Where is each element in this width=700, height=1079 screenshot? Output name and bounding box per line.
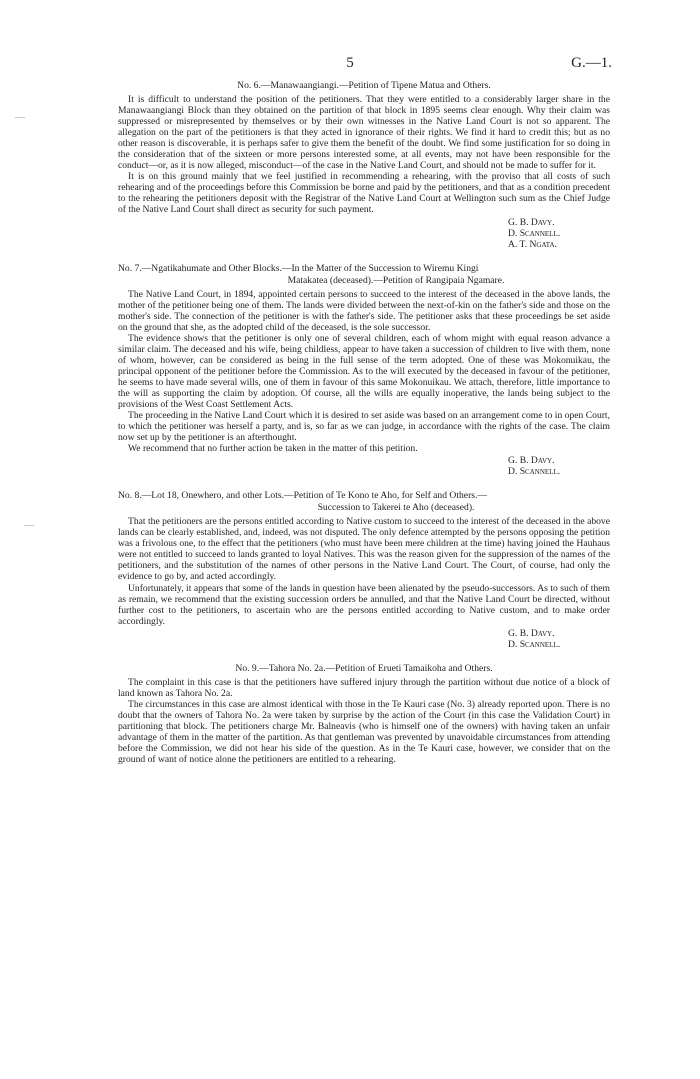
signatory: D. Scannell. <box>508 638 561 650</box>
paragraph: It is difficult to understand the position of the petitioners. That they were entitled to a considerably larger share in the Manawaangiangi Block than they obtained on the partition of that block in 1895 seems clear enough. Why their claim was suppressed or misrepresented by themselves or by their own witnesses in the Native Land Court is not so apparent. The allegation on the part of the petitioners is that they acted in ignorance of their rights. We find it hard to credit this; but as no other reason is discoverable, it is perhaps safer to give them the benefit of the doubt. We find some justification for so doing in the consideration that of the sixteen or more persons interested some, at all events, may not have been responsible for the conduct—or, as it is now alleged, misconduct—of the case in the Native Land Court, and should not be made to suffer for it. <box>118 94 610 172</box>
signatory: G. B. Davy. <box>508 455 555 467</box>
paragraph: The complaint in this case is that the petitioners have suffered injury through the partition without due notice of a block of land known as Tahora No. 2a. <box>118 676 610 699</box>
signatory: D. Scannell. <box>508 466 561 478</box>
page-number: 5 <box>346 55 354 71</box>
signatories <box>508 628 610 650</box>
petition-section <box>118 663 610 765</box>
petition-section <box>118 263 610 478</box>
section-heading: No. 6.—Manawaangiangi.—Petition of Tipene Matua and Others. <box>237 80 491 91</box>
document-reference: G.—1. <box>571 55 612 71</box>
section-heading-main: No. 8.—Lot 18, Onewhero, and other Lots.—Petition of Te Kono te Aho, for Self and Others.— <box>118 490 487 502</box>
signatory: G. B. Davy. <box>508 216 555 228</box>
margin-mark: — <box>15 112 25 123</box>
signatory: D. Scannell. <box>508 227 561 239</box>
paragraph: The Native Land Court, in 1894, appointed certain persons to succeed to the interest of the deceased in the above lands, the mother of the petitioner being one of them. The lands were divided between the next-of-kin on the father's side and those on the mother's side. The connection of the petitioner is with the father's side. The petitioner asks that these proceedings be set aside on the ground that she, as the adopted child of the deceased, is the sole successor. <box>118 288 610 333</box>
signatories <box>508 455 610 477</box>
paragraph: Unfortunately, it appears that some of the lands in question have been alienated by the pseudo-successors. As to such of them as remain, we recommend that the existing succession orders be annulled, and that the Native Land Court be directed, without further cost to the petitioners, to ascertain who are the persons entitled according to Native custom, and to make order accordingly. <box>118 582 610 627</box>
section-heading-sub: Succession to Takerei te Aho (deceased). <box>317 502 475 514</box>
paragraph: It is on this ground mainly that we feel justified in recommending a rehearing, with the proviso that all costs of such rehearing and of the proceedings before this Commission be borne and paid by the petitioners, and that as a condition precedent to the rehearing the petitioners deposit with the Registrar of the Native Land Court at Wellington such sum as the Chief Judge of the Native Land Court shall direct as security for such payment. <box>118 171 610 216</box>
signatories <box>508 217 610 250</box>
section-heading <box>118 263 610 287</box>
margin-mark: — <box>24 520 34 531</box>
section-heading: No. 9.—Tahora No. 2a.—Petition of Erueti Tamaikoha and Others. <box>235 662 493 674</box>
paragraph: The evidence shows that the petitioner is only one of several children, each of whom might with equal reason advance a similar claim. The deceased and his wife, being childless, appear to have taken a succession of children to live with them, none of whom, however, can be considered as being in the full sense of the term adopted. One of these was Mokonuikau, the principal opponent of the petitioner before the Commission. As to the will executed by the deceased in favour of the petitioner, he seems to have made several wills, one of them in favour of this same Mokonuikau. We attach, therefore, little importance to the will as supporting the claim by adoption. Of course, all the wills are equally inoperative, the lands being subject to the provisions of the West Coast Settlement Acts. <box>118 332 610 410</box>
paragraph: The proceeding in the Native Land Court which it is desired to set aside was based on an arrangement come to in open Court, to which the petitioner was herself a party, and is, so far as we can judge, in accordance with the rights of the case. The claim now set up by the petitioner is an afterthought. <box>118 410 610 444</box>
section-heading <box>118 490 610 514</box>
document-body <box>118 80 610 765</box>
paragraph: We recommend that no further action be taken in the matter of this petition. <box>128 443 418 455</box>
paragraph: That the petitioners are the persons entitled according to Native custom to succeed to the interest of the deceased in the above lands can be clearly established, and, indeed, was not disputed. The only defence attempted by the persons opposing the petition was a frivolous one, to the effect that the petitioners (who must have been mere children at the time) having joined the Hauhaus were not entitled to succeed to lands granted to loyal Natives. This was the reason given for the suppression of the names of the petitioners, and the substitution of the names of other persons in the Native Land Court. The Court, of course, had only the evidence to go by, and acted accordingly. <box>118 516 610 583</box>
paragraph: The circumstances in this case are almost identical with those in the Te Kauri case (No. 3) already reported upon. There is no doubt that the owners of Tahora No. 2a were taken by surprise by the action of the Court (in this case the Validation Court) in partitioning that block. The petitioners charge Mr. Balneavis (who is himself one of the owners) with having taken an unfair advantage of them in the matter of the partition. As that gentleman was prevented by unavoidable circumstances from attending before the Commission, we did not hear his side of the question. As in the Te Kauri case, however, we consider that on the ground of want of notice alone the petitioners are entitled to a rehearing. <box>118 698 610 766</box>
section-heading-main: No. 7.—Ngatikahumate and Other Blocks.—In the Matter of the Succession to Wiremu Kingi <box>118 262 479 274</box>
signatory: G. B. Davy. <box>508 627 555 639</box>
petition-section <box>118 490 610 649</box>
petition-section <box>118 80 610 250</box>
signatory: A. T. Ngata. <box>508 238 557 250</box>
section-heading-sub: Matakatea (deceased).—Petition of Rangipaia Ngamare. <box>287 274 505 286</box>
